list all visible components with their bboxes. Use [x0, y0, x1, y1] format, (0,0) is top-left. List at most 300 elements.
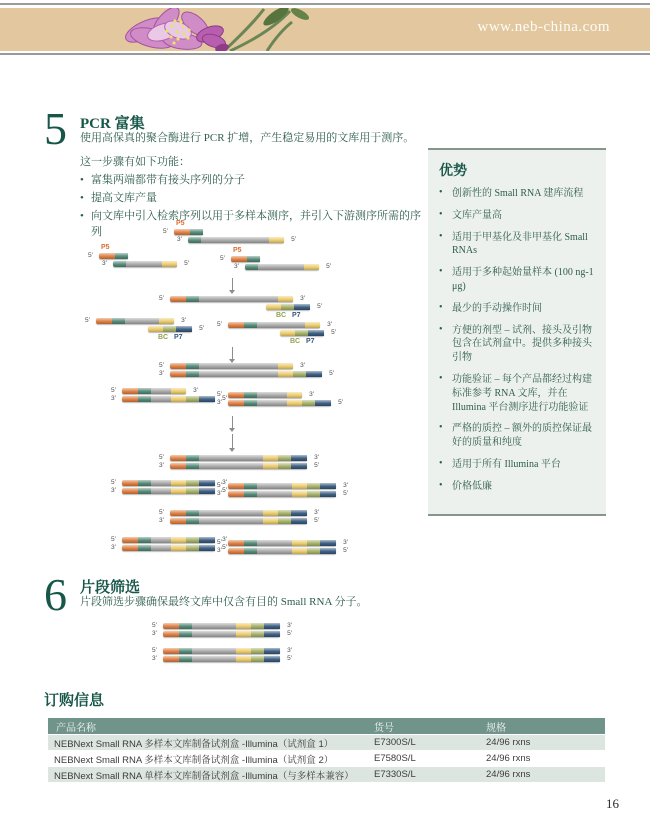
- strand-end-label: 3′: [234, 263, 239, 270]
- strand-segment: [126, 261, 162, 267]
- strand-segment: [228, 548, 244, 554]
- strand-segment: [292, 540, 307, 546]
- strand-end-label: 3′: [111, 544, 116, 551]
- strand-segment: [170, 296, 186, 302]
- strand-segment: [199, 510, 263, 516]
- strand-segment: [199, 363, 278, 369]
- strand-segment: [179, 631, 192, 637]
- strand-segment: [170, 363, 186, 369]
- primer-tag: BC: [276, 312, 287, 319]
- strand-segment: [251, 656, 264, 662]
- table-row: [48, 751, 605, 767]
- advantage-item-label: 适用于多种起始量样本 (100 ng-1 μg): [452, 267, 594, 292]
- strand-segment: [170, 463, 186, 469]
- strand-segment: [287, 392, 302, 398]
- step-6-text-block: [80, 595, 440, 611]
- dna-strand: [234, 263, 331, 270]
- strand-segment: [199, 480, 215, 486]
- strand-segment: [170, 455, 186, 461]
- strand-end-label: 3′: [111, 395, 116, 402]
- strand-end-label: 5′: [184, 260, 189, 267]
- strand-end-label: 5′: [314, 462, 319, 469]
- strand-segment: [199, 488, 215, 494]
- strand-segment: [304, 264, 319, 270]
- strand-segment: [257, 491, 292, 497]
- strand-segment: [122, 396, 138, 402]
- bullet-icon: •: [80, 173, 84, 186]
- strand-segment: [320, 548, 336, 554]
- strand-segment: [307, 483, 320, 489]
- strand-segment: [138, 388, 151, 394]
- advantage-item-label: 最少的手动操作时间: [452, 302, 542, 314]
- strand-end-label: 5′: [222, 487, 227, 494]
- advantage-item: [439, 324, 598, 365]
- advantage-item-label: 文库产量高: [452, 209, 502, 221]
- strand-end-label: 5′: [159, 509, 164, 516]
- advantage-item-label: 适用于所有 Illumina 平台: [452, 458, 561, 470]
- step-5-bullet-label: 富集两端都带有接头序列的分子: [91, 173, 245, 186]
- strand-segment: [186, 488, 199, 494]
- down-arrow-icon: [228, 278, 237, 294]
- dna-strand: [217, 391, 314, 398]
- primer-tag: P7: [292, 312, 301, 319]
- strand-end-label: 5′: [287, 630, 292, 637]
- strand-segment: [138, 545, 151, 551]
- strand-segment: [307, 491, 320, 497]
- strand-segment: [201, 237, 269, 243]
- strand-segment: [244, 322, 257, 328]
- step-6-title: 片段筛选: [80, 580, 141, 596]
- strand-end-label: 3′: [159, 462, 164, 469]
- dna-strand: [217, 482, 348, 489]
- dna-strand: [152, 647, 292, 654]
- strand-end-label: 5′: [222, 395, 227, 402]
- strand-end-label: 5′: [217, 321, 222, 328]
- dna-strand: [159, 362, 305, 369]
- strand-end-label: 5′: [287, 655, 292, 662]
- strand-segment: [199, 296, 278, 302]
- strand-end-label: 3′: [309, 391, 314, 398]
- strand-end-label: 5′: [329, 370, 334, 377]
- strand-segment: [257, 322, 305, 328]
- strand-segment: [170, 518, 186, 524]
- bullet-icon: •: [80, 191, 84, 204]
- advantage-item-label: 价格低廉: [452, 480, 492, 492]
- strand-segment: [186, 518, 199, 524]
- product-name-cell: NEBNext Small RNA 多样本文库制备试剂盒 -Illumina（试剂盒 2）: [48, 751, 360, 767]
- ordering-info-title: 订购信息: [44, 693, 105, 709]
- strand-end-label: 5′: [217, 391, 222, 398]
- strand-end-label: 3′: [343, 539, 348, 546]
- strand-end-label: 3′: [177, 236, 182, 243]
- strand-segment: [170, 510, 186, 516]
- strand-segment: [186, 545, 199, 551]
- dna-strand: [217, 399, 343, 406]
- strand-segment: [305, 322, 320, 328]
- column-header-size: 规格: [460, 718, 605, 735]
- strand-segment: [264, 648, 280, 654]
- advantages-panel: [428, 148, 606, 516]
- dna-strand: [111, 395, 227, 402]
- strand-end-label: 3′: [222, 479, 227, 486]
- strand-end-label: 5′: [317, 303, 322, 310]
- table-row: [48, 735, 605, 751]
- strand-segment: [244, 483, 257, 489]
- strand-segment: [228, 322, 244, 328]
- dna-strand: [152, 655, 292, 662]
- column-header-catalog: 货号: [360, 718, 460, 735]
- step-5-bullet-label: 向文库中引入检索序列以用于多样本测序，并引入下游测序所需的序列: [91, 209, 421, 238]
- page-number: 16: [606, 796, 619, 811]
- strand-end-label: 5′: [199, 325, 204, 332]
- strand-segment: [263, 510, 278, 516]
- advantages-list: [439, 187, 598, 494]
- strand-end-label: 3′: [300, 295, 305, 302]
- step-5-intro: 使用高保真的聚合酶进行 PCR 扩增，产生稳定易用的文库用于测序。: [80, 132, 415, 144]
- bullet-icon: •: [439, 422, 443, 434]
- strand-segment: [293, 371, 306, 377]
- strand-end-label: 3′: [314, 509, 319, 516]
- ordering-table: [48, 718, 605, 782]
- strand-segment: [186, 537, 199, 543]
- strand-segment: [302, 400, 315, 406]
- strand-end-label: 5′: [291, 236, 296, 243]
- strand-segment: [179, 623, 192, 629]
- strand-segment: [278, 296, 293, 302]
- strand-segment: [171, 396, 186, 402]
- primer-tag: P7: [174, 334, 183, 341]
- dna-strand: [217, 547, 348, 554]
- strand-segment: [264, 656, 280, 662]
- dna-strand: [148, 325, 204, 341]
- down-arrow-icon: [228, 416, 237, 432]
- column-header-product: 产品名称: [48, 718, 360, 735]
- strand-end-label: 3′: [222, 536, 227, 543]
- strand-segment: [257, 548, 292, 554]
- strand-segment: [186, 371, 199, 377]
- dna-strand: [152, 622, 292, 629]
- bullet-icon: •: [439, 301, 443, 313]
- strand-segment: [96, 318, 112, 324]
- dna-strand: [177, 236, 296, 243]
- strand-segment: [176, 326, 192, 332]
- primer-tag: P5: [233, 247, 242, 254]
- advantage-item-label: 功能验证 – 每个产品都经过构建标准参考 RNA 文库，并在 Illumina 平台测序进行功能验证: [452, 373, 592, 413]
- strand-segment: [236, 648, 251, 654]
- strand-segment: [263, 518, 278, 524]
- strand-segment: [251, 648, 264, 654]
- strand-segment: [171, 545, 186, 551]
- strand-segment: [186, 455, 199, 461]
- strand-segment: [171, 388, 186, 394]
- dna-strand: [159, 295, 305, 302]
- strand-segment: [263, 455, 278, 461]
- primer-tag: P5: [101, 244, 110, 251]
- catalog-number-cell: E7300S/L: [360, 735, 460, 751]
- primer-tag: BC: [158, 334, 169, 341]
- strand-segment: [163, 648, 179, 654]
- strand-segment: [294, 304, 310, 310]
- strand-end-label: 5′: [331, 329, 336, 336]
- strand-segment: [315, 400, 331, 406]
- size-selection-diagram: [133, 618, 353, 673]
- strand-segment: [263, 463, 278, 469]
- strand-end-label: 5′: [314, 517, 319, 524]
- strand-segment: [320, 540, 336, 546]
- strand-end-label: 5′: [217, 539, 222, 546]
- down-arrow-icon: [228, 434, 237, 452]
- strand-segment: [269, 237, 284, 243]
- bullet-icon: •: [80, 209, 84, 222]
- step-5-title: PCR 富集: [80, 116, 145, 132]
- strand-segment: [122, 388, 138, 394]
- strand-segment: [228, 392, 244, 398]
- advantage-item-label: 严格的质控 – 额外的质控保证最好的质量和纯度: [452, 423, 592, 449]
- strand-segment: [251, 623, 264, 629]
- strand-end-label: 3′: [152, 630, 157, 637]
- strand-segment: [257, 483, 292, 489]
- strand-segment: [278, 518, 291, 524]
- website-url[interactable]: www.neb-china.com: [477, 19, 610, 35]
- strand-segment: [280, 330, 295, 336]
- strand-end-label: 5′: [111, 387, 116, 394]
- bullet-icon: •: [439, 266, 443, 278]
- advantage-item-label: 创新性的 Small RNA 建库流程: [452, 188, 584, 199]
- advantage-item: [439, 187, 598, 201]
- strand-end-label: 3′: [300, 362, 305, 369]
- strand-end-label: 5′: [85, 317, 90, 324]
- strand-segment: [245, 264, 258, 270]
- strand-segment: [171, 488, 186, 494]
- strand-end-label: 5′: [159, 454, 164, 461]
- strand-segment: [113, 261, 126, 267]
- strand-end-label: 3′: [314, 454, 319, 461]
- step-6-number: 6: [44, 569, 67, 620]
- strand-segment: [199, 371, 278, 377]
- strand-end-label: 3′: [152, 655, 157, 662]
- strand-segment: [112, 318, 125, 324]
- dna-strand: [220, 247, 260, 262]
- strand-end-label: 3′: [287, 622, 292, 629]
- dna-strand: [152, 630, 292, 637]
- strand-end-label: 5′: [220, 255, 225, 262]
- dna-strand: [111, 536, 227, 543]
- dna-strand: [159, 509, 319, 516]
- strand-segment: [228, 400, 244, 406]
- advantage-item: [439, 458, 598, 472]
- dna-strand: [111, 387, 198, 394]
- strand-end-label: 3′: [102, 260, 107, 267]
- dna-strand: [102, 260, 189, 267]
- strand-end-label: 3′: [217, 399, 222, 406]
- strand-segment: [151, 488, 171, 494]
- primer-tag: P7: [306, 338, 315, 345]
- strand-segment: [163, 656, 179, 662]
- strand-segment: [247, 256, 260, 262]
- advantage-item-label: 适用于甲基化及非甲基化 Small RNAs: [452, 231, 588, 257]
- strand-segment: [278, 510, 291, 516]
- strand-segment: [138, 537, 151, 543]
- primer-tag: P5: [176, 220, 185, 227]
- bullet-icon: •: [439, 479, 443, 491]
- strand-segment: [228, 483, 244, 489]
- step-6-intro: 片段筛选步骤确保最终文库中仅含有目的 Small RNA 分子。: [80, 596, 368, 608]
- strand-segment: [278, 455, 291, 461]
- step-5-bullet-label: 提高文库产量: [91, 191, 157, 204]
- dna-strand: [217, 321, 332, 328]
- strand-segment: [186, 510, 199, 516]
- strand-end-label: 5′: [152, 622, 157, 629]
- strand-end-label: 5′: [343, 547, 348, 554]
- strand-segment: [163, 631, 179, 637]
- primer-tag: BC: [290, 338, 301, 345]
- strand-segment: [307, 548, 320, 554]
- strand-end-label: 3′: [217, 547, 222, 554]
- strand-segment: [295, 330, 308, 336]
- strand-segment: [151, 537, 171, 543]
- strand-segment: [199, 537, 215, 543]
- strand-segment: [199, 463, 263, 469]
- strand-segment: [190, 229, 203, 235]
- strand-end-label: 5′: [111, 479, 116, 486]
- strand-end-label: 3′: [159, 517, 164, 524]
- strand-segment: [266, 304, 281, 310]
- strand-segment: [122, 480, 138, 486]
- strand-end-label: 5′: [88, 252, 93, 259]
- bullet-icon: •: [439, 457, 443, 469]
- strand-segment: [186, 480, 199, 486]
- strand-segment: [251, 631, 264, 637]
- strand-segment: [192, 656, 236, 662]
- strand-end-label: 5′: [159, 295, 164, 302]
- strand-end-label: 5′: [152, 647, 157, 654]
- table-row: [48, 767, 605, 783]
- strand-segment: [292, 491, 307, 497]
- strand-segment: [291, 455, 307, 461]
- strand-segment: [228, 491, 244, 497]
- catalog-number-cell: E7330S/L: [360, 767, 460, 783]
- strand-end-label: 3′: [343, 482, 348, 489]
- lotus-flower-art: [62, 8, 362, 51]
- strand-segment: [122, 537, 138, 543]
- strand-segment: [179, 656, 192, 662]
- strand-segment: [186, 296, 199, 302]
- strand-end-label: 5′: [159, 362, 164, 369]
- advantage-item-label: 方便的剂型 – 试剂、接头及引物包含在试剂盒中。提供多种接头引物: [452, 324, 592, 364]
- strand-segment: [170, 371, 186, 377]
- advantage-item: [439, 422, 598, 450]
- strand-segment: [258, 264, 304, 270]
- bullet-icon: •: [439, 230, 443, 242]
- strand-segment: [186, 363, 199, 369]
- strand-segment: [148, 326, 163, 332]
- bullet-icon: •: [439, 187, 443, 198]
- strand-end-label: 5′: [326, 263, 331, 270]
- strand-segment: [186, 396, 199, 402]
- strand-segment: [125, 318, 159, 324]
- strand-segment: [236, 631, 251, 637]
- strand-segment: [257, 392, 287, 398]
- strand-segment: [244, 548, 257, 554]
- strand-segment: [179, 648, 192, 654]
- dna-strand: [159, 370, 334, 377]
- header-banner: [0, 8, 650, 51]
- strand-segment: [192, 631, 236, 637]
- down-arrow-icon: [228, 347, 237, 363]
- strand-segment: [115, 253, 128, 259]
- strand-segment: [320, 491, 336, 497]
- strand-segment: [138, 396, 151, 402]
- strand-segment: [151, 396, 171, 402]
- strand-end-label: 5′: [163, 228, 168, 235]
- strand-end-label: 3′: [287, 647, 292, 654]
- dna-strand: [111, 479, 227, 486]
- strand-segment: [278, 463, 291, 469]
- strand-segment: [244, 400, 257, 406]
- advantages-title: 优势: [439, 164, 467, 179]
- strand-segment: [236, 623, 251, 629]
- dna-strand: [217, 539, 348, 546]
- catalog-number-cell: E7580S/L: [360, 751, 460, 767]
- strand-segment: [307, 540, 320, 546]
- strand-segment: [192, 623, 236, 629]
- strand-end-label: 5′: [217, 482, 222, 489]
- advantage-item: [439, 373, 598, 414]
- strand-segment: [151, 388, 171, 394]
- top-rule: [0, 3, 650, 5]
- strand-segment: [257, 400, 287, 406]
- strand-end-label: 3′: [217, 490, 222, 497]
- strand-segment: [192, 648, 236, 654]
- strand-segment: [278, 371, 293, 377]
- strand-segment: [171, 480, 186, 486]
- dna-strand: [159, 462, 319, 469]
- strand-segment: [291, 463, 307, 469]
- dna-strand: [111, 487, 227, 494]
- advantage-item: [439, 302, 598, 316]
- strand-end-label: 5′: [343, 490, 348, 497]
- dna-strand: [85, 317, 186, 324]
- dna-strand: [280, 329, 336, 345]
- strand-segment: [244, 491, 257, 497]
- strand-end-label: 3′: [193, 387, 198, 394]
- advantage-item: [439, 266, 598, 294]
- advantage-item: [439, 480, 598, 494]
- strand-segment: [199, 396, 215, 402]
- dna-strand: [217, 490, 348, 497]
- strand-segment: [292, 483, 307, 489]
- strand-segment: [292, 548, 307, 554]
- strand-segment: [151, 480, 171, 486]
- strand-segment: [171, 537, 186, 543]
- step-5-number: 5: [44, 103, 67, 154]
- strand-segment: [151, 545, 171, 551]
- strand-segment: [244, 540, 257, 546]
- strand-segment: [264, 631, 280, 637]
- strand-segment: [199, 518, 263, 524]
- strand-segment: [188, 237, 201, 243]
- product-name-cell: NEBNext Small RNA 多样本文库制备试剂盒 -Illumina（试剂盒 1）: [48, 735, 360, 751]
- strand-segment: [199, 545, 215, 551]
- strand-end-label: 3′: [111, 487, 116, 494]
- strand-segment: [163, 623, 179, 629]
- dna-strand: [159, 454, 319, 461]
- strand-segment: [122, 545, 138, 551]
- strand-end-label: 3′: [159, 370, 164, 377]
- strand-segment: [231, 256, 247, 262]
- strand-segment: [159, 318, 174, 324]
- size-cell: 24/96 rxns: [460, 735, 605, 751]
